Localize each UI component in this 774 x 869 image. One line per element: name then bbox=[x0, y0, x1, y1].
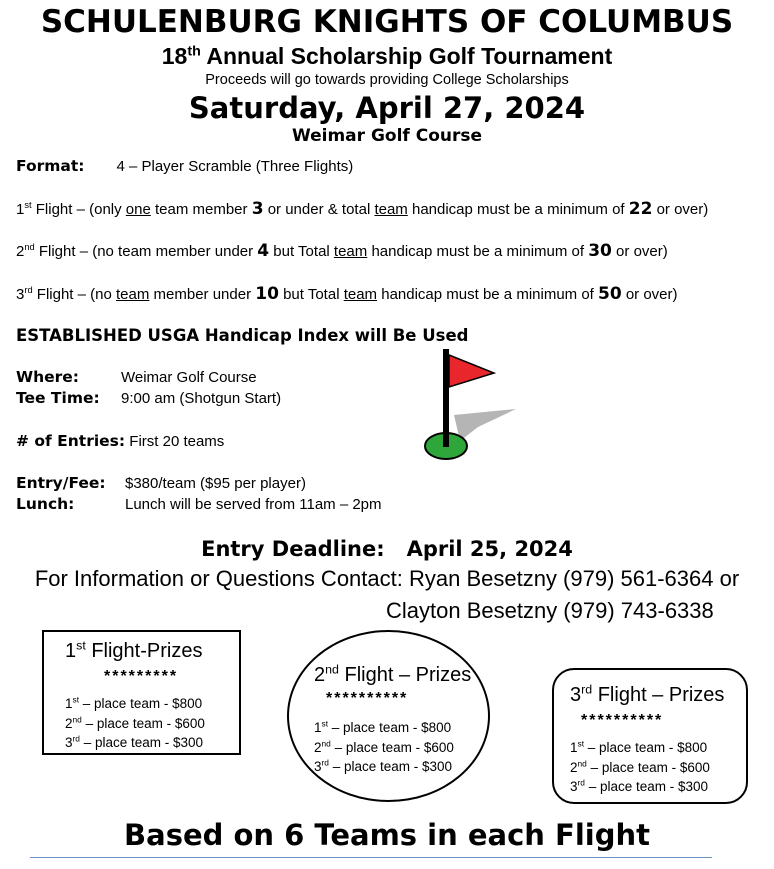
footer-note: Based on 6 Teams in each Flight bbox=[124, 818, 650, 852]
prize-line: 2nd – place team - $600 bbox=[570, 758, 710, 775]
flight-1-rule: 1st Flight – (only one team member 3 or under & total team handicap must be a minimum of 22 or over) bbox=[16, 199, 709, 219]
contact-line-1: For Information or Questions Contact: Ryan Besetzny (979) 561-6364 or bbox=[34, 566, 740, 591]
tee-time-row: Tee Time: 9:00 am (Shotgun Start) bbox=[16, 389, 282, 407]
prize-line: 1st – place team - $800 bbox=[570, 738, 708, 755]
prize-line: 3rd – place team - $300 bbox=[65, 733, 204, 750]
course-name: Weimar Golf Course bbox=[291, 126, 483, 146]
prize-line: 3rd – place team - $300 bbox=[570, 777, 709, 794]
prize-box-flight-1 bbox=[42, 630, 241, 755]
prize-line: 2nd – place team - $600 bbox=[65, 714, 205, 731]
prize-stars-3: ********** bbox=[581, 712, 664, 729]
prize-box-flight-2 bbox=[287, 630, 490, 802]
event-date: Saturday, April 27, 2024 bbox=[188, 91, 586, 125]
golf-flag-icon bbox=[420, 345, 530, 465]
prize-list-1 bbox=[65, 694, 205, 753]
prize-line: 1st – place team - $800 bbox=[314, 718, 452, 735]
prize-title-1: 1st Flight-Prizes bbox=[65, 638, 203, 662]
prize-line: 3rd – place team - $300 bbox=[314, 757, 453, 774]
entries-row: # of Entries: First 20 teams bbox=[16, 432, 225, 450]
prize-title-2: 2nd Flight – Prizes bbox=[314, 662, 472, 686]
prize-box-flight-3 bbox=[552, 668, 748, 804]
lunch-row: Lunch: Lunch will be served from 11am – 2pm bbox=[16, 495, 382, 513]
prize-title-3: 3rd Flight – Prizes bbox=[570, 682, 725, 706]
flag-pennant bbox=[449, 355, 494, 387]
org-title: SCHULENBURG KNIGHTS OF COLUMBUS bbox=[40, 4, 734, 40]
contact-line-2: Clayton Besetzny (979) 743-6338 bbox=[386, 598, 714, 623]
prize-line: 2nd – place team - $600 bbox=[314, 738, 454, 755]
prize-stars-1: ********* bbox=[104, 668, 179, 685]
prize-list-2 bbox=[314, 718, 454, 777]
usga-note: ESTABLISHED USGA Handicap Index will Be Used bbox=[16, 326, 469, 345]
where-row: Where: Weimar Golf Course bbox=[16, 368, 257, 386]
format-label: Format: bbox=[16, 157, 85, 175]
footer-rule bbox=[30, 857, 712, 858]
fee-row: Entry/Fee: $380/team ($95 per player) bbox=[16, 474, 306, 492]
prize-stars-2: ********** bbox=[326, 690, 409, 707]
flight-3-rule: 3rd Flight – (no team member under 10 but Total team handicap must be a minimum of 50 or over) bbox=[16, 284, 678, 304]
event-title: 18th Annual Scholarship Golf Tournament bbox=[161, 43, 613, 69]
format-value: 4 – Player Scramble (Three Flights) bbox=[116, 158, 354, 175]
flag-shadow bbox=[454, 409, 516, 441]
format-row bbox=[16, 157, 353, 175]
flag-pole bbox=[443, 349, 449, 447]
flight-2-rule: 2nd Flight – (no team member under 4 but Total team handicap must be a minimum of 30 or over) bbox=[16, 241, 668, 261]
entry-deadline: Entry Deadline: April 25, 2024 bbox=[201, 537, 573, 561]
prize-line: 1st – place team - $800 bbox=[65, 694, 203, 711]
prize-list-3 bbox=[570, 738, 710, 797]
proceeds-note: Proceeds will go towards providing College Scholarships bbox=[205, 72, 569, 88]
